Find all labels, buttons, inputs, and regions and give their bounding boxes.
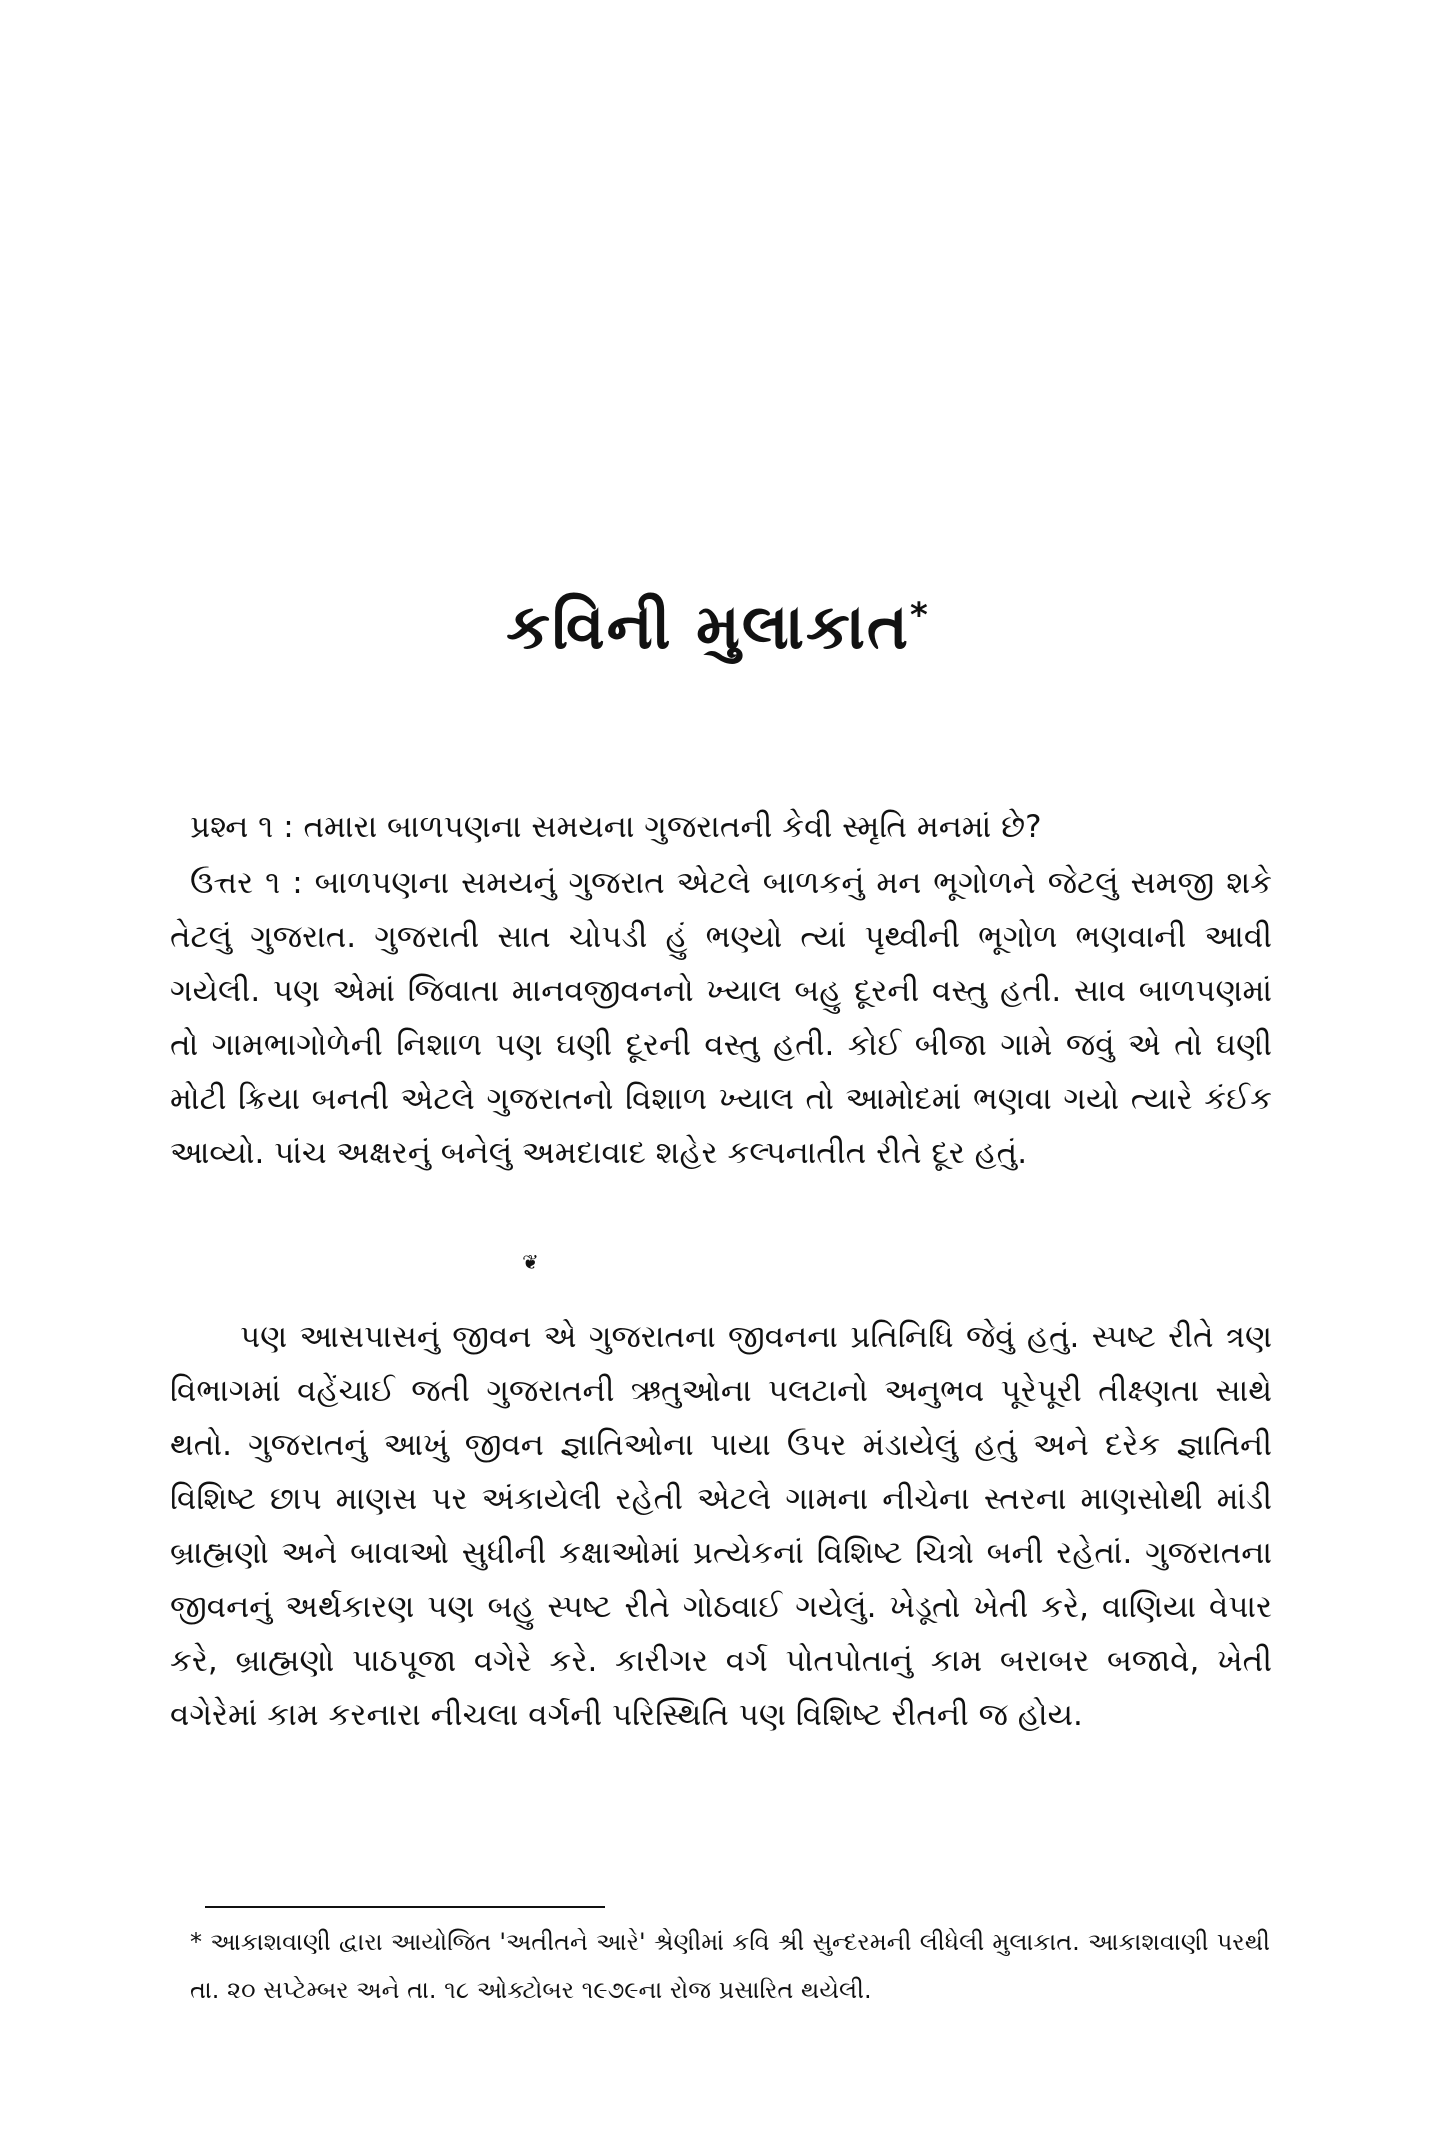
title-footnote-mark: * [910, 595, 930, 636]
paragraph-2: પણ આસપાસનું જીવન એ ગુજરાતના જીવનના પ્રતિનિધિ જેવું હતું. સ્પષ્ટ રીતે ત્રણ વિભાગમાં વહેંચાઈ જતી ગુજરાતની ઋતુઓના પલટાનો અનુભવ પૂરેપૂરી તીક્ષ્ણતા સાથે થતો. ગુજરાતનું આખું જીવન જ્ઞાતિઓના પાયા ઉપર મંડાયેલું હતું અને દરેક જ્ઞાતિની વિશિષ્ટ છાપ માણસ પર અંકાયેલી રહેતી એટલે ગામના નીચેના સ્તરના માણસોથી માંડી બ્રાહ્મણો અને બાવાઓ સુધીની કક્ષાઓમાં પ્રત્યેકનાં વિશિષ્ટ ચિત્રો બની રહેતાં. ગુજરાતના જીવનનું અર્થકારણ પણ બહુ સ્પષ્ટ રીતે ગોઠવાઈ ગયેલું. ખેડૂતો ખેતી કરે, વાણિયા વેપાર કરે, બ્રાહ્મણો પાઠપૂજા વગેરે કરે. કારીગર વર્ગ પોતપોતાનું કામ બરાબર બજાવે, ખેતી વગેરેમાં કામ કરનારા નીચલા વર્ગની પરિસ્થિતિ પણ વિશિષ્ટ રીતની જ હોય. [170, 1319, 1272, 1733]
footnote: * આકાશવાણી દ્વારા આયોજિત 'અતીતને આરે' શ્રેણીમાં કવિ શ્રી સુન્દરમની લીધેલી મુલાકાત. આકાશવાણી પરથી તા. ૨૦ સપ્ટેમ્બર અને તા. ૧૮ ઓક્ટોબર ૧૯૭૯ના રોજ પ્રસારિત થયેલી. [190, 1928, 1270, 2004]
page-title-text: કવિની મુલાકાત [506, 590, 911, 663]
ornament-mark: ❦ [522, 1250, 539, 1274]
page-title [0, 590, 1436, 664]
footnote-divider [205, 1906, 605, 1908]
answer-1: ઉત્તર ૧ : બાળપણના સમયનું ગુજરાત એટલે બાળકનું મન ભૂગોળને જેટલું સમજી શકે તેટલું ગુજરાત. ગુજરાતી સાત ચોપડી હું ભણ્યો ત્યાં પૃથ્વીની ભૂગોળ ભણવાની આવી ગયેલી. પણ એમાં જિવાતા માનવજીવનનો ખ્યાલ બહુ દૂરની વસ્તુ હતી. સાવ બાળપણમાં તો ગામભાગોળેની નિશાળ પણ ઘણી દૂરની વસ્તુ હતી. કોઈ બીજા ગામે જવું એ તો ઘણી મોટી ક્રિયા બનતી એટલે ગુજરાતનો વિશાળ ખ્યાલ તો આમોદમાં ભણવા ગયો ત્યારે કંઈક આવ્યો. પાંચ અક્ષરનું બનેલું અમદાવાદ શહેર કલ્પનાતીત રીતે દૂર હતું. [170, 865, 1272, 1171]
question-1: પ્રશ્ન ૧ : તમારા બાળપણના સમયના ગુજરાતની કેવી સ્મૃતિ મનમાં છે? [190, 809, 1042, 845]
